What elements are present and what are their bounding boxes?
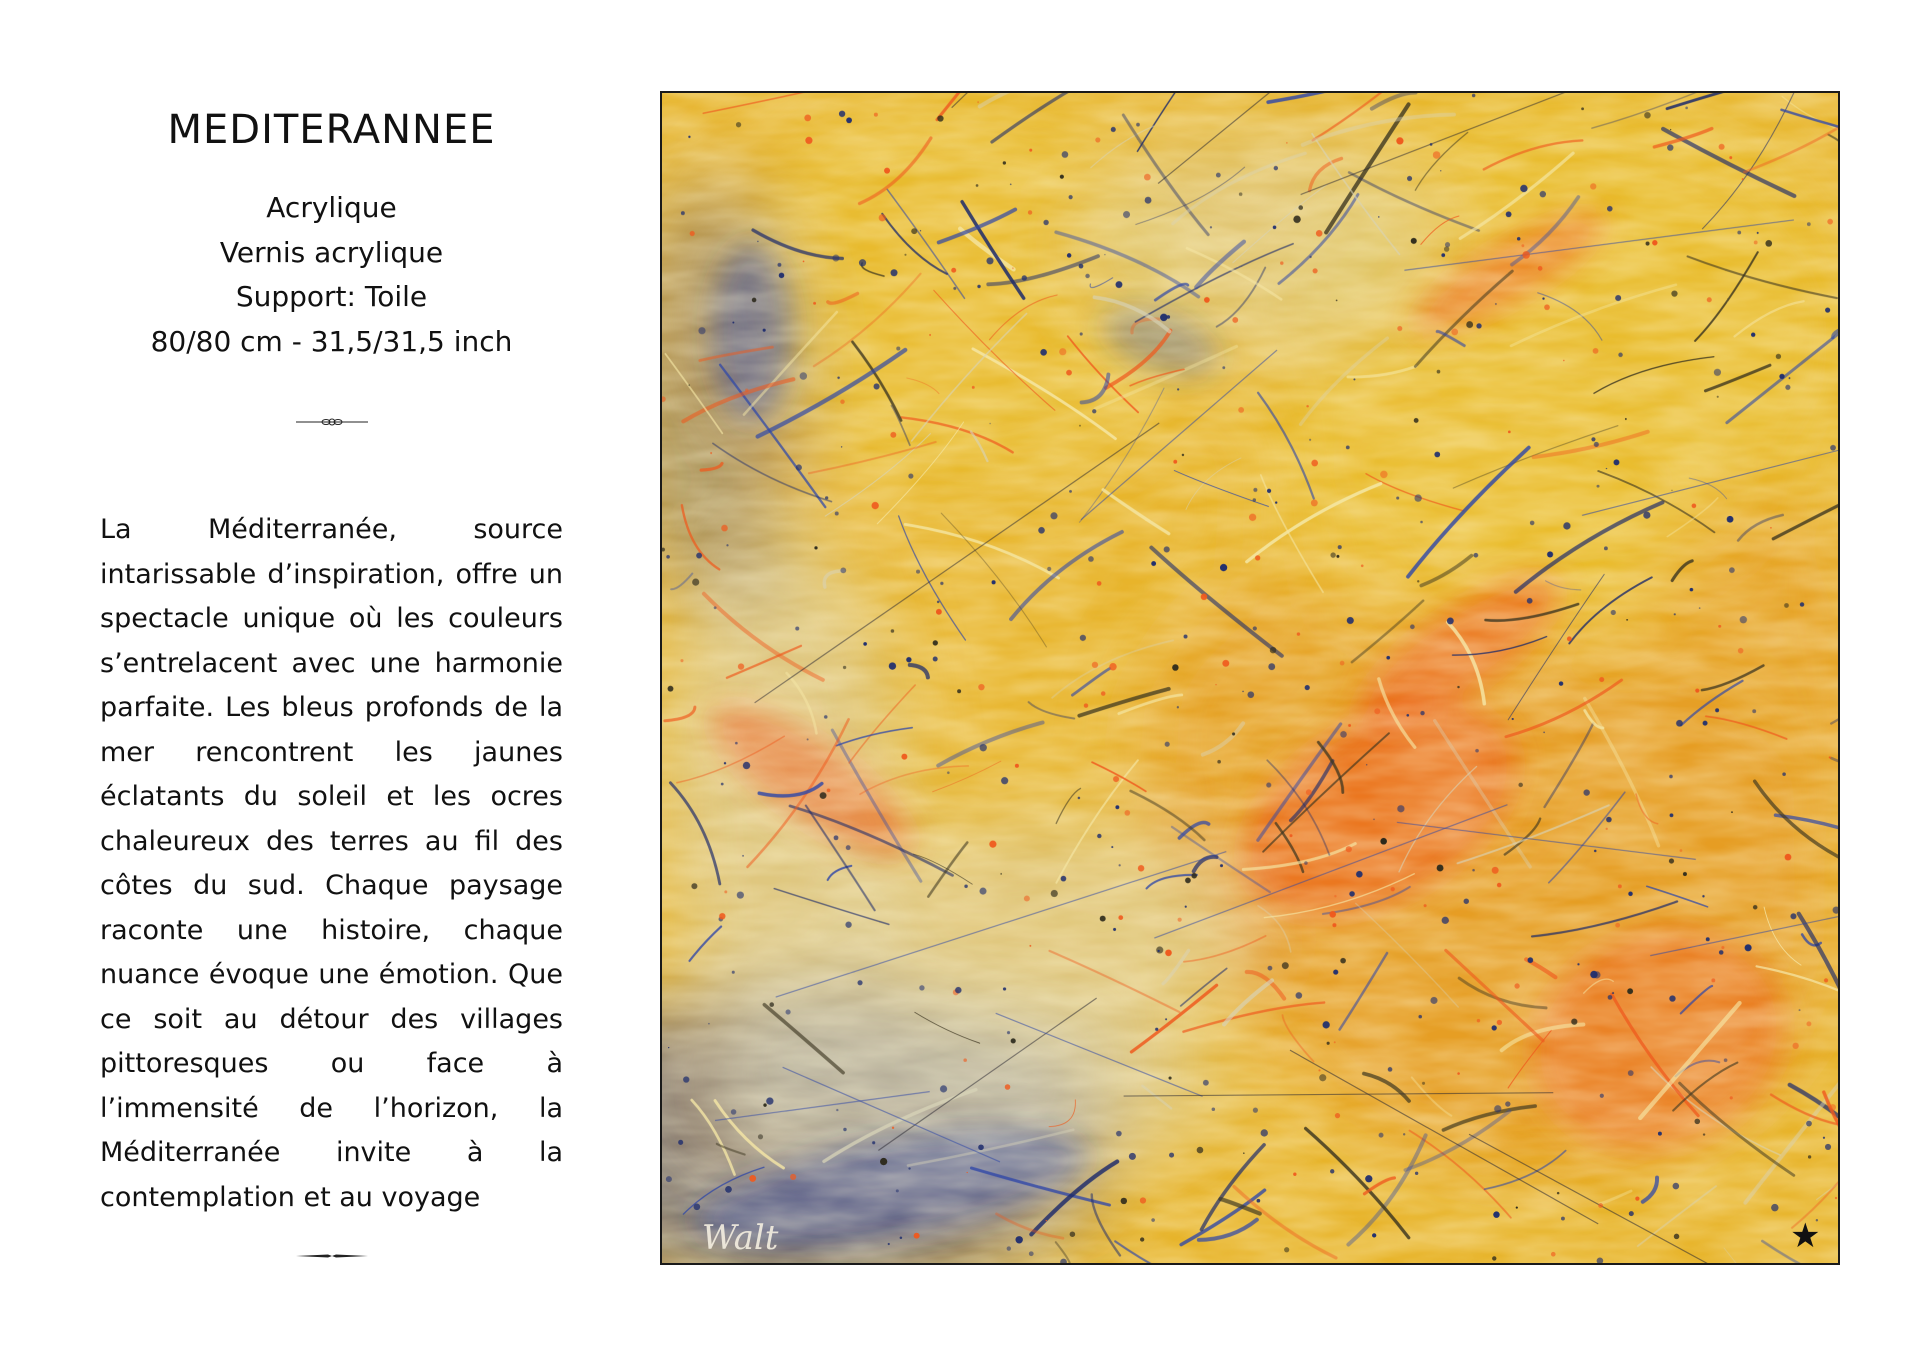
spec-varnish: Vernis acrylique [219,235,444,269]
spec-dimensions: 80/80 cm - 31,5/31,5 inch [150,324,513,358]
spec-medium: Acrylique [266,191,397,224]
ornament-end-icon [296,1246,368,1266]
artwork-title: MEDITERANNEE [167,107,496,153]
ornament-divider-icon [296,412,368,432]
star-icon: ★ [1790,1216,1821,1256]
artwork-info-panel [100,0,563,1357]
artwork-painting [660,91,1840,1265]
artwork-specs [100,186,563,364]
abstract-painting-image [662,93,1838,1263]
artist-signature: Walt [701,1218,779,1258]
artwork-description: La Méditerranée, source intarissable d’inspiration, offre un spectacle unique où les couleurs s’entrelacent avec une harmonie parfaite. Les bleus profonds de la mer rencontrent les jaunes éclatants du soleil et les ocres chaleureux des terres au fil des côtes du sud. Chaque paysage raconte une histoire, chaque nuance évoque une émotion. Que ce soit au détour des villages pittoresques ou face à l’immensité de l’horizon, la Méditerranée invite à la contemplation et au voyage [100,514,563,1213]
spec-support: Support: Toile [235,280,428,313]
